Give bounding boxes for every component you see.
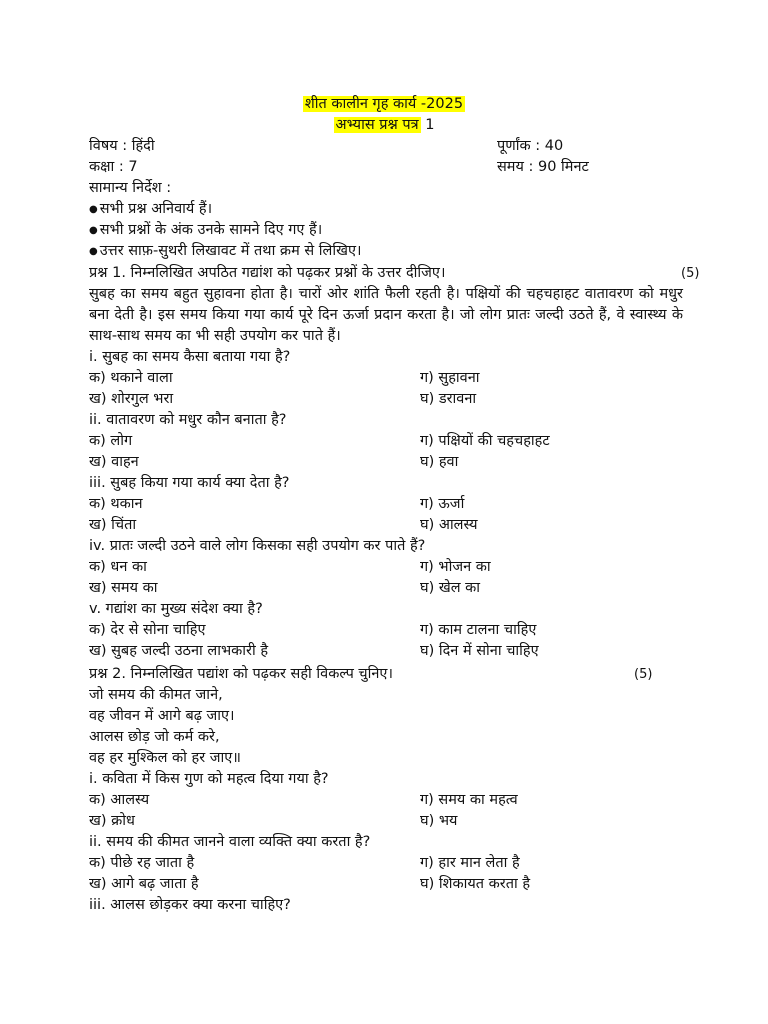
option: क) धन का: [89, 559, 147, 575]
option: ग) काम टालना चाहिए: [420, 622, 537, 638]
poem-line: आलस छोड़ जो कर्म करे,: [89, 729, 220, 745]
option: घ) भय: [420, 813, 458, 829]
q1-heading: प्रश्न 1. निम्नलिखित अपठित गद्यांश को पढ़कर प्रश्नों के उत्तर दीजिए।: [89, 265, 446, 281]
option: ख) शोरगुल भरा: [89, 391, 174, 407]
option: क) पीछे रह जाता है: [89, 855, 195, 871]
instruction-item: ● सभी प्रश्न अनिवार्य हैं।: [89, 199, 212, 220]
q1-question: ii. वातावरण को मधुर कौन बनाता है?: [89, 412, 287, 428]
option: ख) सुबह जल्दी उठना लाभकारी है: [89, 643, 269, 659]
option: ख) चिंता: [89, 517, 137, 533]
q2-question: i. कविता में किस गुण को महत्व दिया गया है?: [89, 771, 329, 787]
instruction-item: ● उत्तर साफ़-सुथरी लिखावट में तथा क्रम से लिखिए।: [89, 241, 361, 262]
option: ग) हार मान लेता है: [420, 855, 520, 871]
q1-passage: सुबह का समय बहुत सुहावना होता है। चारों ओर शांति फैली रहती है। पक्षियों की चहचहाहट वातावरण को मधुर बना देती है। इस समय किया गया कार्य पूरे दिन ऊर्जा प्रदान करता है। जो लोग प्रातः जल्दी उठते हैं, वे स्वास्थ्य के साथ-साथ समय का भी सही उपयोग कर पाते हैं।: [89, 286, 683, 344]
option: ग) ऊर्जा: [420, 496, 465, 512]
option: घ) हवा: [420, 454, 459, 470]
q2-question: ii. समय की कीमत जानने वाला व्यक्ति क्या करता है?: [89, 834, 371, 850]
option: क) आलस्य: [89, 792, 150, 808]
option: ग) पक्षियों की चहचहाहट: [420, 433, 550, 449]
option: घ) आलस्य: [420, 517, 478, 533]
q2-marks: (5): [634, 667, 653, 682]
option: क) देर से सोना चाहिए: [89, 622, 206, 638]
option: घ) खेल का: [420, 580, 481, 596]
poem-line: वह जीवन में आगे बढ़ जाए।: [89, 708, 235, 724]
q1-question: i. सुबह का समय कैसा बताया गया है?: [89, 349, 291, 365]
option: घ) डरावना: [420, 391, 477, 407]
option: घ) दिन में सोना चाहिए: [420, 643, 539, 659]
q1-question: iii. सुबह किया गया कार्य क्या देता है?: [89, 475, 290, 491]
poem-line: जो समय की कीमत जाने,: [89, 687, 223, 703]
option: क) थकान: [89, 496, 143, 512]
q1-marks: (5): [681, 266, 700, 281]
q1-question: iv. प्रातः जल्दी उठने वाले लोग किसका सही उपयोग कर पाते हैं?: [89, 538, 426, 554]
class: कक्षा : 7: [89, 159, 138, 175]
worksheet-title: शीत कालीन गृह कार्य -2025: [304, 96, 464, 112]
option: ग) सुहावना: [420, 370, 480, 386]
instructions-heading: सामान्य निर्देश :: [89, 180, 172, 196]
option: ग) भोजन का: [420, 559, 491, 575]
worksheet-number: 1: [420, 117, 435, 133]
option: ख) समय का: [89, 580, 158, 596]
instruction-item: ● सभी प्रश्नों के अंक उनके सामने दिए गए हैं।: [89, 220, 322, 241]
q1-question: v. गद्यांश का मुख्य संदेश क्या है?: [89, 601, 263, 617]
total-marks: पूर्णांक : 40: [497, 138, 564, 154]
option: ग) समय का महत्व: [420, 792, 518, 808]
q2-question: iii. आलस छोड़कर क्या करना चाहिए?: [89, 897, 291, 913]
subject: विषय : हिंदी: [89, 138, 155, 154]
option: ख) आगे बढ़ जाता है: [89, 876, 199, 892]
worksheet-subtitle: अभ्यास प्रश्न पत्र: [335, 117, 419, 133]
option: घ) शिकायत करता है: [420, 876, 531, 892]
header: [0, 94, 768, 136]
option: ख) वाहन: [89, 454, 139, 470]
option: ख) क्रोध: [89, 813, 135, 829]
q2-heading: प्रश्न 2. निम्नलिखित पद्यांश को पढ़कर सही विकल्प चुनिए।: [89, 666, 393, 682]
option: क) लोग: [89, 433, 133, 449]
poem-line: वह हर मुश्किल को हर जाए॥: [89, 750, 241, 766]
time: समय : 90 मिनट: [497, 159, 589, 175]
option: क) थकाने वाला: [89, 370, 173, 386]
